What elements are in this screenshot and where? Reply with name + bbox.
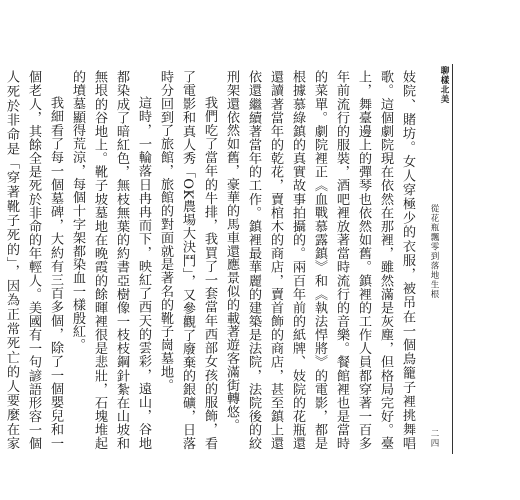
body-text <box>4 70 418 450</box>
book-title: 聊樣北美 <box>439 66 449 104</box>
header-rule <box>452 64 453 454</box>
running-header <box>428 64 450 454</box>
page-number: 二四 <box>429 429 439 448</box>
paragraph-3: 這時，一輪落日冉冉而下，映紅了西天的雲彩，遠山，谷地都染成了暗紅色，無枝無葉的約書亞樹像一枝枝鋼針紮在山坡和無垠的谷地上。靴子坡墓地在晚霞的餘暉裡很是悲壯，石塊堆起的墳墓顯得荒涼，每個十字架都染血一樣殷紅。 <box>70 70 151 450</box>
chapter-title: 從花瓶飄零到落地生根 <box>429 204 439 299</box>
paragraph-1: 妓院、賭坊。女人穿極少的衣服，被吊在一個鳥籠子裡挑舞唱歌。這個劇院現在依然在那裡，雖然滿是灰塵，但格局完好。臺上，舞臺邊上的彈琴也依然如舊。鎮裡的工作人員都穿著一百多年前流行的服裝，酒吧裡放著當時流行的音樂。餐館裡也是當時的菜單。劇院裡正《血戰慕露鎮》和《執法悍將》的電影，都是根據慕綠鎮的真實故事拍攝的。兩百年前的紙牌、妓院的花瓶還還讀著當年的乾花，賣棺木的商店，賣首飾的商店，甚至鎮上還依還繼續著當年的工作。鎮裡最華麗的建築是法院，法院後的絞刑架還依然如舊，豪華的馬車還應景似的載著遊客滿街轉悠。 <box>224 70 415 450</box>
paragraph-2: 我們吃了當年的牛排，我買了一套當年西部女孩的服飾，看了電影和真人秀「OK農場大決鬥」，又參觀了廢棄的銀礦，日落時分回到了旅館，旅館的對面就是著名的靴子崗墓地。 <box>158 70 217 450</box>
paragraph-4: 我細看了每一個墓碑，大約有三百多個，除了一個嬰兒和一個老人，其餘全是死於非命的年輕人。美國有一句諺語形容一個人死於非命是「穿著靴子死的」，因為正常死亡的人要麼在家 <box>4 70 63 450</box>
